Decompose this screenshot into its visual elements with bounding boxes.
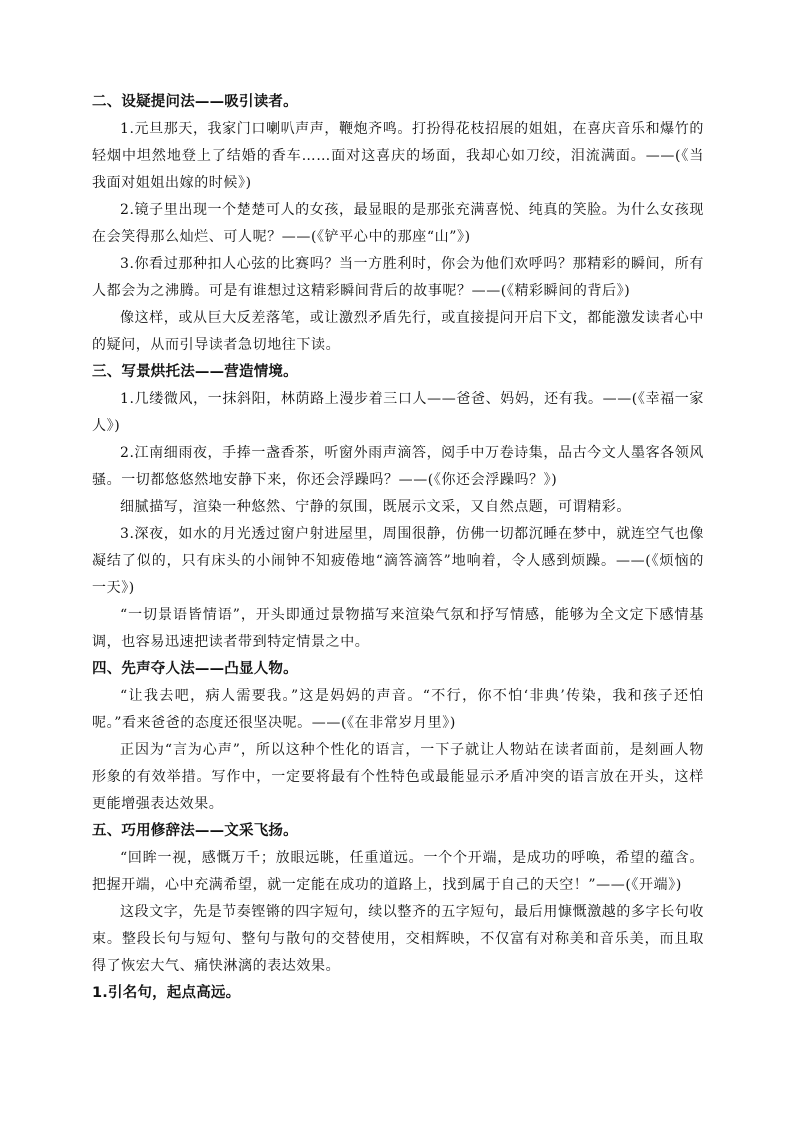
- section-heading: 四、先声夺人法——凸显人物。: [92, 661, 298, 677]
- paragraph: “让我去吧，病人需要我。”这是妈妈的声音。“不行，你不怕‘非典’传染，我和孩子还怕呢。”看来爸爸的态度还很坚决呢。——(《在非常岁月里》): [92, 688, 704, 731]
- paragraph: 这段文字，先是节奏铿锵的四字短句，续以整齐的五字短句，最后用慷慨激越的多字长句收束。整段长句与短句、整句与散句的交替使用，交相辉映，不仅富有对称美和音乐美，而且取得了恢宏大气、痛快淋漓的表达效果。: [92, 904, 704, 974]
- section-heading: 三、写景烘托法——营造情境。: [92, 364, 298, 380]
- section-heading: 五、巧用修辞法——文采飞扬。: [92, 823, 298, 839]
- section-2: [92, 89, 704, 359]
- paragraph: 细腻描写，渲染一种悠然、宁静的氛围，既展示文采，又自然点题，可谓精彩。: [120, 499, 631, 515]
- section-3: [92, 359, 704, 656]
- paragraph: 3.深夜，如水的月光透过窗户射进屋里，周围很静，仿佛一切都沉睡在梦中，就连空气也像凝结了似的，只有床头的小闹钟不知疲倦地“滴答滴答”地响着，令人感到烦躁。——(《烦恼的一天》): [92, 526, 704, 596]
- paragraph: 2.镜子里出现一个楚楚可人的女孩，最显眼的是那张充满喜悦、纯真的笑脸。为什么女孩现在会笑得那么灿烂、可人呢？——(《铲平心中的那座“山”》): [92, 202, 704, 245]
- paragraph: 2.江南细雨夜，手捧一盏香茶，听窗外雨声滴答，阅手中万卷诗集，品古今文人墨客各领风骚。一切都悠悠然地安静下来，你还会浮躁吗？——(《你还会浮躁吗？》): [92, 445, 704, 488]
- section-heading: 二、设疑提问法——吸引读者。: [92, 94, 298, 110]
- paragraph: “一切景语皆情语”，开头即通过景物描写来渲染气氛和抒写情感，能够为全文定下感情基调，也容易迅速把读者带到特定情景之中。: [92, 607, 704, 650]
- section-5: [92, 818, 704, 980]
- section-4: [92, 656, 704, 818]
- subsection-heading: 1.引名句，起点高远。: [92, 985, 241, 1001]
- paragraph: “回眸一视，感慨万千；放眼远眺，任重道远。一个个开端，是成功的呼唤，希望的蕴含。把握开端，心中充满希望，就一定能在成功的道路上，找到属于自己的天空！”——(《开端》): [92, 850, 704, 893]
- paragraph: 正因为“言为心声”，所以这种个性化的语言，一下子就让人物站在读者面前，是刻画人物形象的有效举措。写作中，一定要将最有个性特色或最能显示矛盾冲突的语言放在开头，这样更能增强表达效果。: [92, 742, 704, 812]
- paragraph: 1.元旦那天，我家门口喇叭声声，鞭炮齐鸣。打扮得花枝招展的姐姐，在喜庆音乐和爆竹的轻烟中坦然地登上了结婚的香车……面对这喜庆的场面，我却心如刀绞，泪流满面。——(《当我面对姐姐出嫁的时候》): [92, 121, 704, 191]
- paragraph: 像这样，或从巨大反差落笔，或让激烈矛盾先行，或直接提问开启下文，都能激发读者心中的疑问，从而引导读者急切地往下读。: [92, 310, 704, 353]
- subsection-1: [92, 980, 704, 1007]
- paragraph: 3.你看过那种扣人心弦的比赛吗？当一方胜利时，你会为他们欢呼吗？那精彩的瞬间，所有人都会为之沸腾。可是有谁想过这精彩瞬间背后的故事呢？——(《精彩瞬间的背后》): [92, 256, 704, 299]
- paragraph: 1.几缕微风，一抹斜阳，林荫路上漫步着三口人——爸爸、妈妈，还有我。——(《幸福一家人》): [92, 391, 704, 434]
- document-body: [92, 89, 704, 1007]
